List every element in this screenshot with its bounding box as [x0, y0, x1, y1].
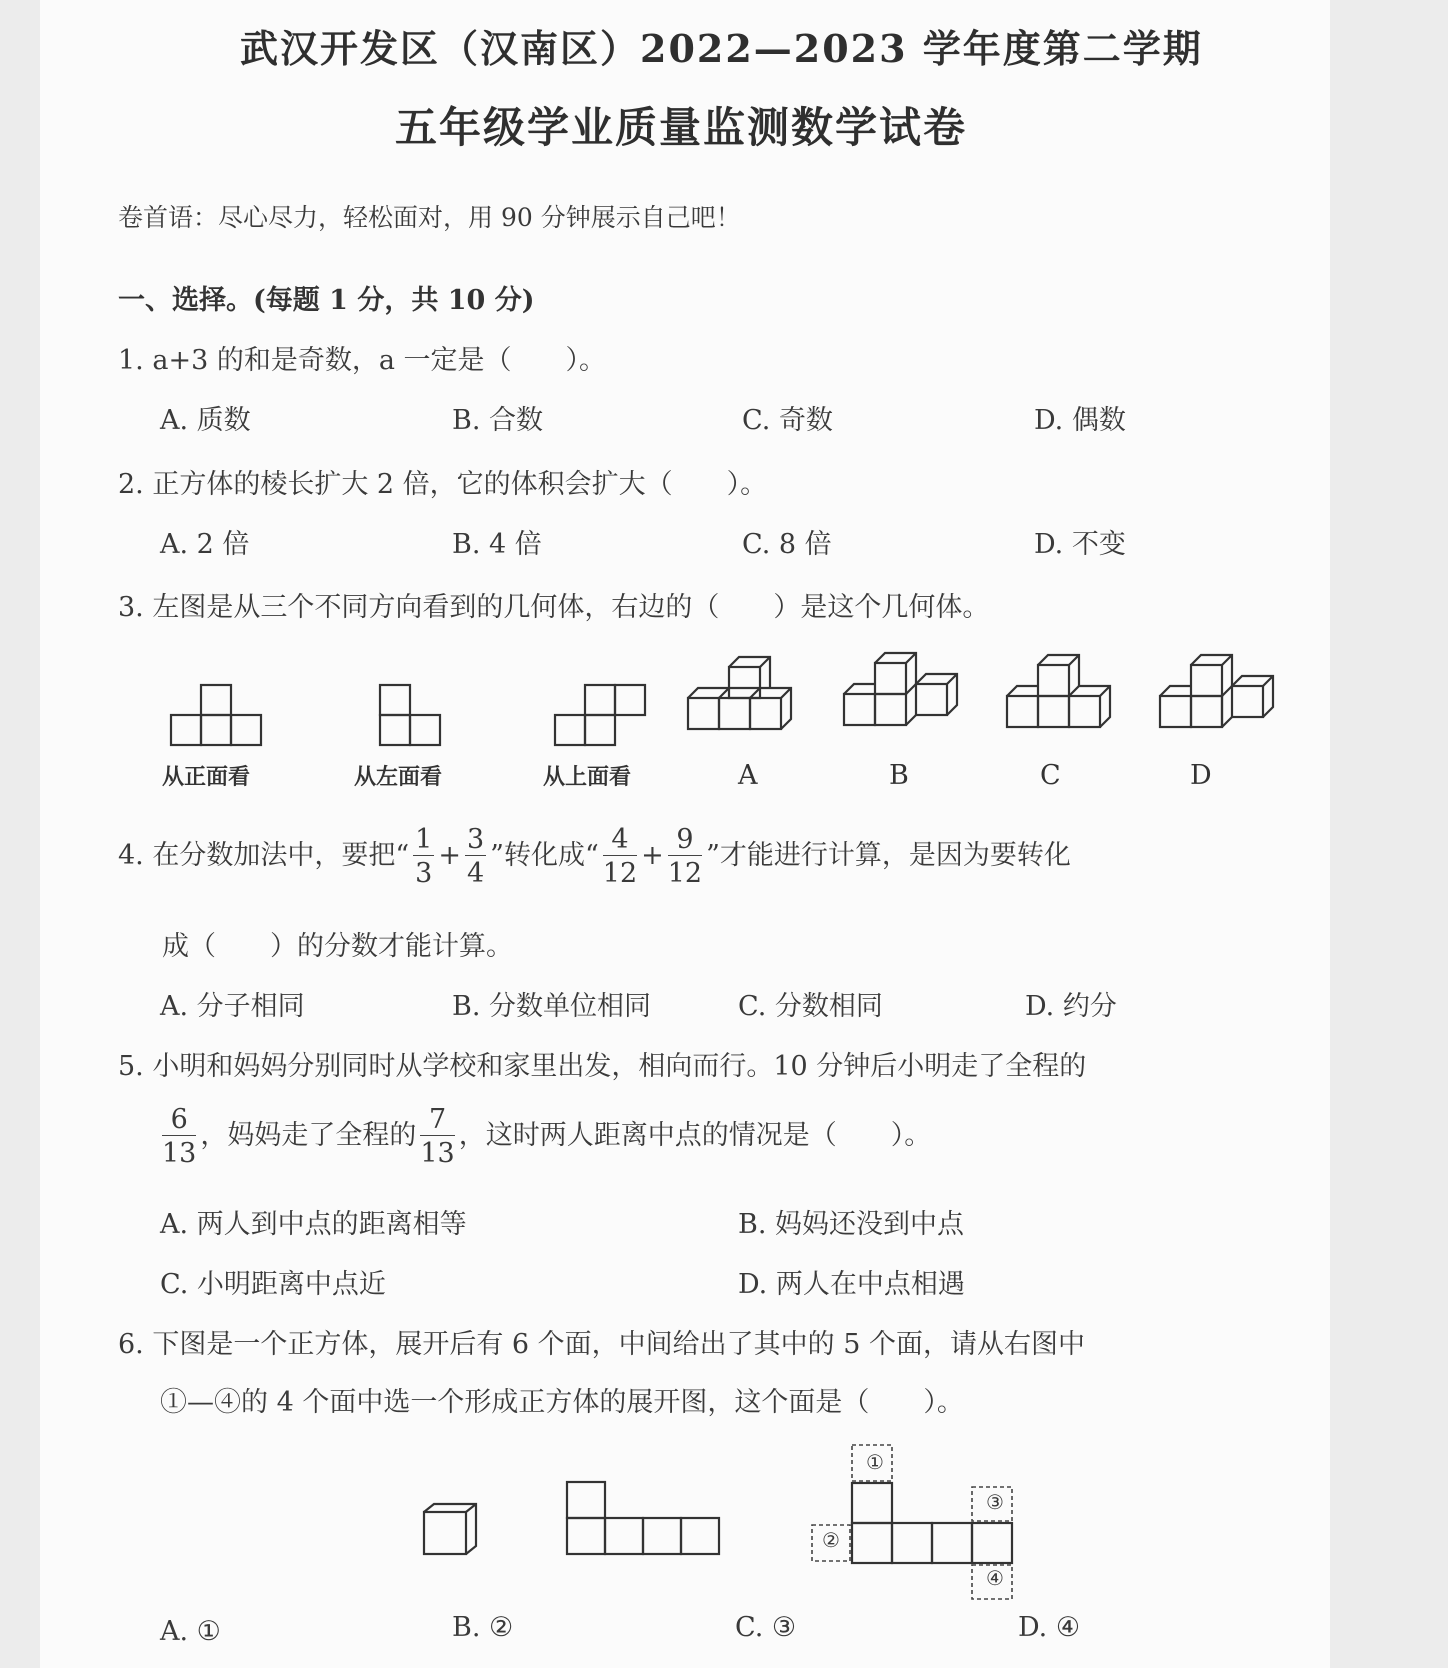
fraction-seven-thirteenths: $\frac{7}{13}$: [420, 1104, 455, 1169]
preface-text: 卷首语：尽心尽力，轻松面对，用 90 分钟展示自己吧！: [118, 203, 741, 232]
plus-sign: +: [438, 840, 461, 871]
question-5-stem-part2: ，妈妈走了全程的: [200, 1120, 417, 1151]
plus-sign: +: [641, 840, 664, 871]
question-6-stem-line2: ①—④的 4 个面中选一个形成正方体的展开图，这个面是（ ）。: [160, 1387, 964, 1418]
question-4-stem-part2: ”转化成“: [490, 840, 599, 871]
fraction-one-third: $\frac{1}{3}$: [415, 824, 433, 889]
face-label-4: ④: [986, 1566, 1004, 1590]
solid-label-c[interactable]: C: [1040, 760, 1061, 791]
question-2-stem: 2. 正方体的棱长扩大 2 倍，它的体积会扩大（ ）。: [118, 469, 768, 500]
solid-figure-a: [686, 648, 796, 738]
question-5-option-b[interactable]: B. 妈妈还没到中点: [738, 1209, 965, 1240]
solid-figure-c: [1005, 648, 1115, 738]
question-5-stem-part3: ，这时两人距离中点的情况是（ ）。: [458, 1120, 932, 1151]
solid-label-d[interactable]: D: [1190, 760, 1212, 791]
five-faces-net: [565, 1480, 730, 1560]
question-4-option-c[interactable]: C. 分数相同: [738, 991, 883, 1022]
face-label-3: ③: [986, 1490, 1004, 1514]
solid-figure-d: [1158, 648, 1278, 738]
question-1-option-d[interactable]: D. 偶数: [1034, 405, 1126, 436]
question-6-option-d[interactable]: D. ④: [1018, 1612, 1081, 1643]
question-1-option-b[interactable]: B. 合数: [452, 405, 544, 436]
front-view-figure: [170, 680, 265, 750]
question-2-option-b[interactable]: B. 4 倍: [452, 529, 542, 560]
question-1-stem: 1. a+3 的和是奇数，a 一定是（ ）。: [118, 345, 607, 376]
question-4-stem-part3: ”才能进行计算，是因为要转化: [706, 840, 1071, 871]
question-6-stem-line1: 6. 下图是一个正方体，展开后有 6 个面，中间给出了其中的 5 个面，请从右图中: [118, 1329, 1086, 1360]
question-4-stem: [118, 826, 1071, 887]
fraction-four-twelfths: $\frac{4}{12}$: [602, 824, 638, 889]
question-5-option-a[interactable]: A. 两人到中点的距离相等: [160, 1209, 467, 1240]
front-view-label: 从正面看: [162, 764, 251, 790]
solid-label-a[interactable]: A: [738, 760, 758, 791]
question-4-stem-part1: 4. 在分数加法中，要把“: [118, 840, 410, 871]
fraction-three-quarters: $\frac{3}{4}$: [466, 824, 485, 889]
question-4-option-a[interactable]: A. 分子相同: [160, 991, 305, 1022]
question-6-option-b[interactable]: B. ②: [452, 1612, 514, 1643]
question-4-option-d[interactable]: D. 约分: [1025, 991, 1117, 1022]
top-view-figure: [553, 683, 653, 753]
question-2-option-a[interactable]: A. 2 倍: [160, 529, 250, 560]
exam-title-line1: 武汉开发区（汉南区）2022—2023 学年度第二学期: [240, 26, 1203, 71]
question-5-option-c[interactable]: C. 小明距离中点近: [160, 1269, 386, 1300]
question-2-option-d[interactable]: D. 不变: [1034, 529, 1126, 560]
left-view-figure: [378, 680, 448, 750]
solid-label-b[interactable]: B: [889, 760, 909, 791]
cube-figure: [422, 1500, 492, 1560]
question-1-option-c[interactable]: C. 奇数: [742, 405, 833, 436]
fraction-six-thirteenths: $\frac{6}{13}$: [162, 1104, 197, 1169]
question-5-stem-line2: [158, 1106, 931, 1167]
question-6-option-a[interactable]: A. ①: [160, 1616, 221, 1647]
question-4-stem-line2: 成（ ）的分数才能计算。: [162, 931, 513, 962]
question-4-option-b[interactable]: B. 分数单位相同: [452, 991, 652, 1022]
question-6-option-c[interactable]: C. ③: [735, 1612, 797, 1643]
solid-figure-b: [842, 648, 962, 738]
question-1-option-a[interactable]: A. 质数: [160, 405, 251, 436]
top-view-label: 从上面看: [543, 764, 632, 790]
exam-title-line2: 五年级学业质量监测数学试卷: [395, 103, 968, 152]
question-5-stem-line1: 5. 小明和妈妈分别同时从学校和家里出发，相向而行。10 分钟后小明走了全程的: [118, 1051, 1087, 1082]
face-label-1: ①: [866, 1450, 884, 1474]
question-3-stem: 3. 左图是从三个不同方向看到的几何体，右边的（ ）是这个几何体。: [118, 592, 990, 623]
face-label-2: ②: [822, 1528, 840, 1552]
left-view-label: 从左面看: [354, 764, 443, 790]
section-title: 一、选择。(每题 1 分，共 10 分): [118, 285, 535, 316]
question-5-option-d[interactable]: D. 两人在中点相遇: [738, 1269, 965, 1300]
question-2-option-c[interactable]: C. 8 倍: [742, 529, 832, 560]
fraction-nine-twelfths: $\frac{9}{12}$: [667, 824, 703, 889]
